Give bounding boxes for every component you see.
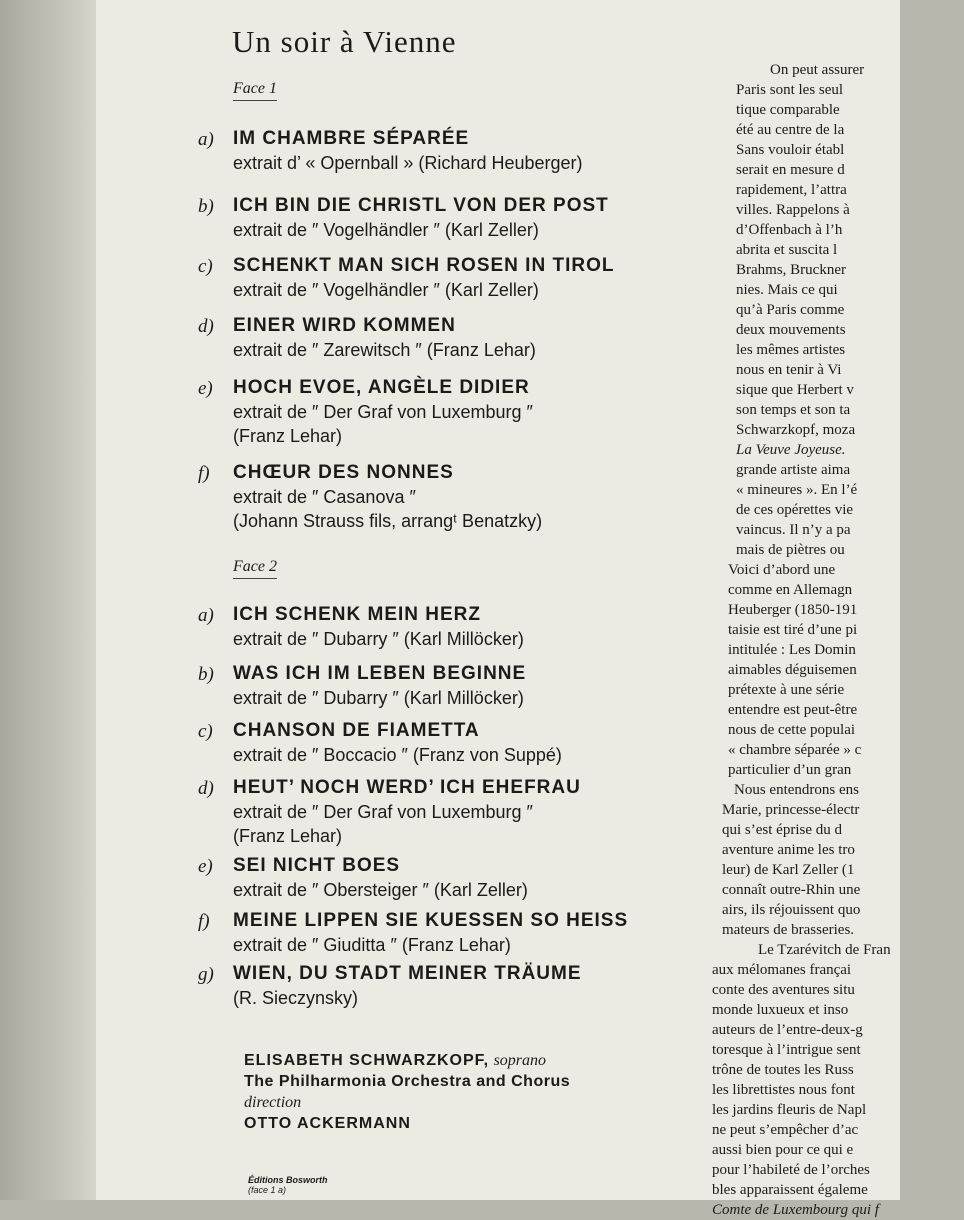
track-letter: b) <box>198 664 214 685</box>
essay-line: Paris sont les seul <box>736 82 844 98</box>
track-letter: f) <box>198 463 210 484</box>
essay-line: tique comparable <box>736 102 840 118</box>
essay-line: prétexte à une série <box>728 682 845 698</box>
essay-line: nous de cette populai <box>728 722 856 738</box>
face-2-label: Face 2 <box>233 558 277 579</box>
essay-line: les jardins fleuris de Napl <box>712 1102 867 1118</box>
essay-line: Nous entendrons ens <box>734 782 859 798</box>
essay-line: mais de piètres ou <box>736 542 845 558</box>
essay-line: monde luxueux et inso <box>712 1002 849 1018</box>
essay-line: aux mélomanes françai <box>712 962 852 978</box>
track-letter: b) <box>198 196 214 217</box>
essay-line: Heuberger (1850-191 <box>728 602 858 618</box>
track-source: extrait de ″ Dubarry ″ (Karl Millöcker) <box>233 688 524 708</box>
track-source: extrait de ″ Der Graf von Luxemburg ″ <box>233 802 533 822</box>
track-letter: e) <box>198 856 213 877</box>
essay-line: mateurs de brasseries. <box>722 922 855 938</box>
essay-line: d’Offenbach à l’h <box>736 222 843 238</box>
track-title: WIEN, DU STADT MEINER TRÄUME <box>233 963 582 984</box>
essay-line: les librettistes nous font <box>712 1082 855 1098</box>
essay-line: Voici d’abord une <box>728 562 836 578</box>
essay-line: On peut assurer <box>770 62 865 78</box>
essay-column <box>706 60 900 1218</box>
track-title: HEUT’ NOCH WERD’ ICH EHEFRAU <box>233 777 581 798</box>
page-edge <box>0 0 96 1200</box>
essay-line: rapidement, l’attra <box>736 182 847 198</box>
track-source: extrait de ″ Casanova ″ <box>233 487 416 507</box>
essay-line: bles apparaissent égaleme <box>712 1182 868 1198</box>
essay-line: Brahms, Bruckner <box>736 262 846 278</box>
essay-line: vaincus. Il n’y a pa <box>736 522 851 538</box>
essay-line: connaît outre-Rhin une <box>722 882 861 898</box>
essay-line: nies. Mais ce qui <box>736 282 838 298</box>
essay-line: trône de toutes les Russ <box>712 1062 854 1078</box>
essay-line: aventure anime les tro <box>722 842 855 858</box>
track-title: CHŒUR DES NONNES <box>233 462 454 483</box>
essay-line: deux mouvements <box>736 322 846 338</box>
track-letter: d) <box>198 778 214 799</box>
essay-line: pour l’habileté de l’orches <box>712 1162 870 1178</box>
track-source: extrait de ″ Boccacio ″ (Franz von Suppé) <box>233 745 562 765</box>
essay-line: leur) de Karl Zeller (1 <box>722 862 855 878</box>
essay-line: Comte de Luxembourg qui f <box>712 1202 879 1218</box>
essay-line: airs, ils réjouissent quo <box>722 902 861 918</box>
publisher-face-note: (face 1 a) <box>248 1185 287 1195</box>
track-source: (Franz Lehar) <box>233 426 343 446</box>
essay-line: taisie est tiré d’une pi <box>728 622 858 638</box>
essay-line: comme en Allemagn <box>728 582 853 598</box>
essay-line: qui s’est éprise du d <box>722 822 842 838</box>
essay-line: Marie, princesse-électr <box>722 802 860 818</box>
track-letter: d) <box>198 316 214 337</box>
essay-line: La Veuve Joyeuse. <box>736 442 846 458</box>
track-letter: g) <box>198 964 214 985</box>
track-source: extrait de ″ Obersteiger ″ (Karl Zeller) <box>233 880 528 900</box>
track-letter: f) <box>198 911 210 932</box>
track-title: SEI NICHT BOES <box>233 855 401 876</box>
performer-credits <box>244 1050 570 1134</box>
essay-line: son temps et son ta <box>736 402 851 418</box>
track-source: extrait de ″ Giuditta ″ (Franz Lehar) <box>233 935 511 955</box>
essay-line: ne peut s’empêcher d’ac <box>712 1122 859 1138</box>
essay-line: villes. Rappelons à <box>736 202 850 218</box>
track-title: HOCH EVOE, ANGÈLE DIDIER <box>233 377 530 398</box>
essay-line: grande artiste aima <box>736 462 851 478</box>
essay-line: « mineures ». En l’é <box>736 482 858 498</box>
essay-line: aussi bien pour ce qui e <box>712 1142 854 1158</box>
track-letter: c) <box>198 721 213 742</box>
track-letter: a) <box>198 129 214 150</box>
track-title: EINER WIRD KOMMEN <box>233 315 456 336</box>
orchestra-name: The Philharmonia Orchestra and Chorus <box>244 1073 571 1090</box>
track-title: MEINE LIPPEN SIE KUESSEN SO HEISS <box>233 910 629 931</box>
essay-line: serait en mesure d <box>736 162 845 178</box>
direction-label: direction <box>244 1094 302 1111</box>
track-title: CHANSON DE FIAMETTA <box>233 720 480 741</box>
soloist-name: ELISABETH SCHWARZKOPF, <box>244 1052 490 1069</box>
track-letter: c) <box>198 256 213 277</box>
track-title: SCHENKT MAN SICH ROSEN IN TIROL <box>233 255 615 276</box>
face-1-label: Face 1 <box>233 80 277 101</box>
essay-line: conte des aventures situ <box>712 982 855 998</box>
track-source: extrait de ″ Vogelhändler ″ (Karl Zeller) <box>233 220 539 240</box>
essay-line: été au centre de la <box>736 122 845 138</box>
soloist-role: soprano <box>493 1052 547 1069</box>
track-source: (Johann Strauss fils, arrangᵗ Benatzky) <box>233 511 543 531</box>
track-source: (Franz Lehar) <box>233 826 343 846</box>
essay-line: Le Tzarévitch de Fran <box>758 942 891 958</box>
track-source: extrait de ″ Vogelhändler ″ (Karl Zeller) <box>233 280 539 300</box>
track-title: IM CHAMBRE SÉPARÉE <box>233 128 470 149</box>
track-title: WAS ICH IM LEBEN BEGINNE <box>233 663 527 684</box>
essay-line: Sans vouloir établ <box>736 142 845 158</box>
essay-line: abrita et suscita l <box>736 242 838 258</box>
essay-line: nous en tenir à Vi <box>736 362 842 378</box>
essay-line: Schwarzkopf, moza <box>736 422 856 438</box>
essay-line: « chambre séparée » c <box>728 742 862 758</box>
track-letter: a) <box>198 605 214 626</box>
track-source: extrait d’ « Opernball » (Richard Heuberger) <box>233 153 583 173</box>
track-letter: e) <box>198 378 213 399</box>
track-title: ICH SCHENK MEIN HERZ <box>233 604 482 625</box>
track-source: extrait de ″ Zarewitsch ″ (Franz Lehar) <box>233 340 536 360</box>
track-source: extrait de ″ Dubarry ″ (Karl Millöcker) <box>233 629 524 649</box>
essay-line: particulier d’un gran <box>728 762 852 778</box>
track-title: ICH BIN DIE CHRISTL VON DER POST <box>233 195 609 216</box>
track-source: extrait de ″ Der Graf von Luxemburg ″ <box>233 402 533 422</box>
essay-line: auteurs de l’entre-deux-g <box>712 1022 863 1038</box>
essay-line: toresque à l’intrigue sent <box>712 1042 861 1058</box>
conductor-name: OTTO ACKERMANN <box>244 1115 411 1132</box>
essay-line: de ces opérettes vie <box>736 502 854 518</box>
essay-line: qu’à Paris comme <box>736 302 845 318</box>
essay-line: aimables déguisemen <box>728 662 857 678</box>
publisher-name: Éditions Bosworth <box>248 1175 328 1185</box>
essay-line: intitulée : Les Domin <box>728 642 856 658</box>
essay-line: les mêmes artistes <box>736 342 846 358</box>
page-title: Un soir à Vienne <box>232 24 457 59</box>
publisher-note <box>248 1175 328 1195</box>
track-source: (R. Sieczynsky) <box>233 988 359 1008</box>
essay-line: sique que Herbert v <box>736 382 854 398</box>
essay-line: entendre est peut-être <box>728 702 858 718</box>
